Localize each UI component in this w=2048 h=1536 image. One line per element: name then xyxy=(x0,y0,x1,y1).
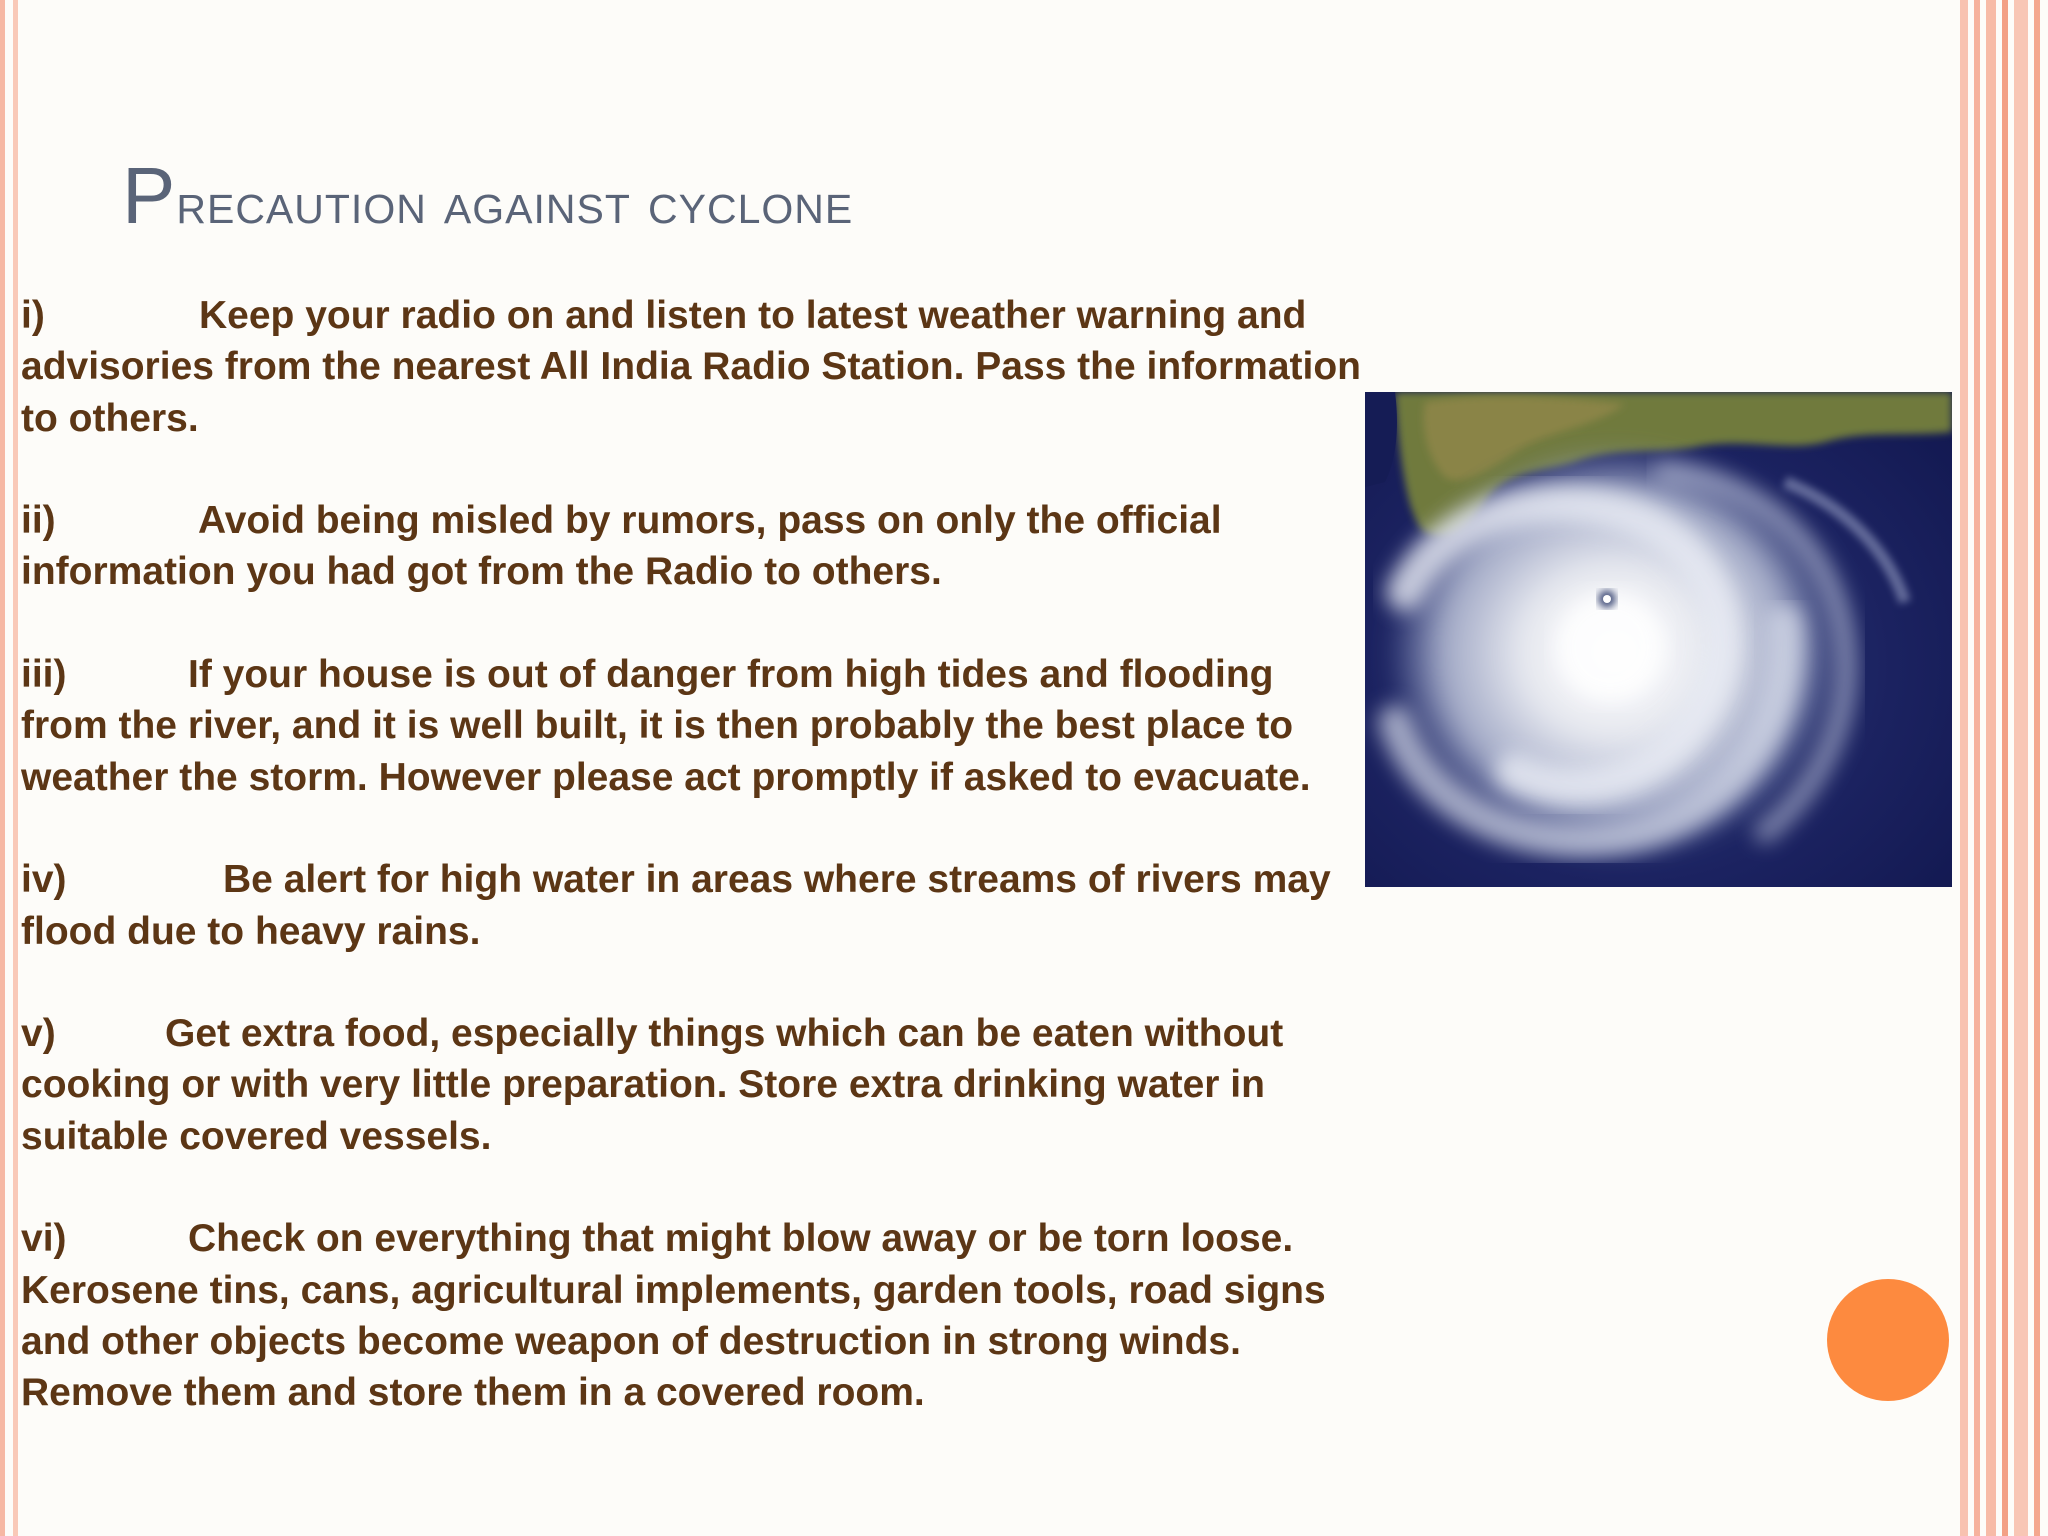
item-number: vi) xyxy=(21,1217,67,1261)
item-text: Avoid being misled by rumors, pass on only the official information you had got from the Radio to others. xyxy=(21,499,1222,594)
item-number: ii) xyxy=(21,499,56,543)
item-number: iv) xyxy=(21,858,67,902)
frame-border-right xyxy=(1986,0,1996,1536)
slide-title xyxy=(122,150,853,242)
item-text: Keep your radio on and listen to latest weather warning and advisories from the nearest All India Radio Station. Pass the information to others. xyxy=(21,294,1361,440)
precaution-list xyxy=(21,290,1366,1419)
decorative-orange-circle xyxy=(1827,1279,1949,1401)
item-text: If your house is out of danger from high tides and flooding from the river, and it is well built, it is then probably the best place to weather the storm. However please act promptly if asked to evacuate. xyxy=(21,653,1311,799)
precaution-item xyxy=(21,649,1366,803)
frame-border-right xyxy=(2014,0,2028,1536)
item-text: Check on everything that might blow away or be torn loose. Kerosene tins, cans, agricultural implements, garden tools, road signs and other objects become weapon of destruction in strong winds. Remove them and store them in a covered room. xyxy=(21,1217,1326,1415)
slide-title-initial: P xyxy=(122,151,177,240)
precaution-item xyxy=(21,1213,1366,1418)
item-text: Get extra food, especially things which can be eaten without cooking or with very little preparation. Store extra drinking water in suitable covered vessels. xyxy=(21,1012,1284,1158)
item-number: v) xyxy=(21,1012,56,1056)
precaution-item xyxy=(21,854,1366,957)
item-text: Be alert for high water in areas where streams of rivers may flood due to heavy rains. xyxy=(21,858,1331,953)
item-number: i) xyxy=(21,294,45,337)
slide-title-rest: recaution against cyclone xyxy=(176,171,854,236)
precaution-item xyxy=(21,1008,1366,1162)
frame-border-right xyxy=(1974,0,1980,1536)
frame-border-left-inner xyxy=(13,0,18,1536)
precaution-item xyxy=(21,495,1366,598)
precaution-item xyxy=(21,290,1366,444)
frame-border-right xyxy=(1960,0,1968,1536)
frame-border-left-outer xyxy=(0,0,5,1536)
frame-border-right xyxy=(2034,0,2040,1536)
cyclone-satellite-image xyxy=(1365,392,1952,887)
frame-border-right xyxy=(2002,0,2008,1536)
item-number: iii) xyxy=(21,653,67,697)
